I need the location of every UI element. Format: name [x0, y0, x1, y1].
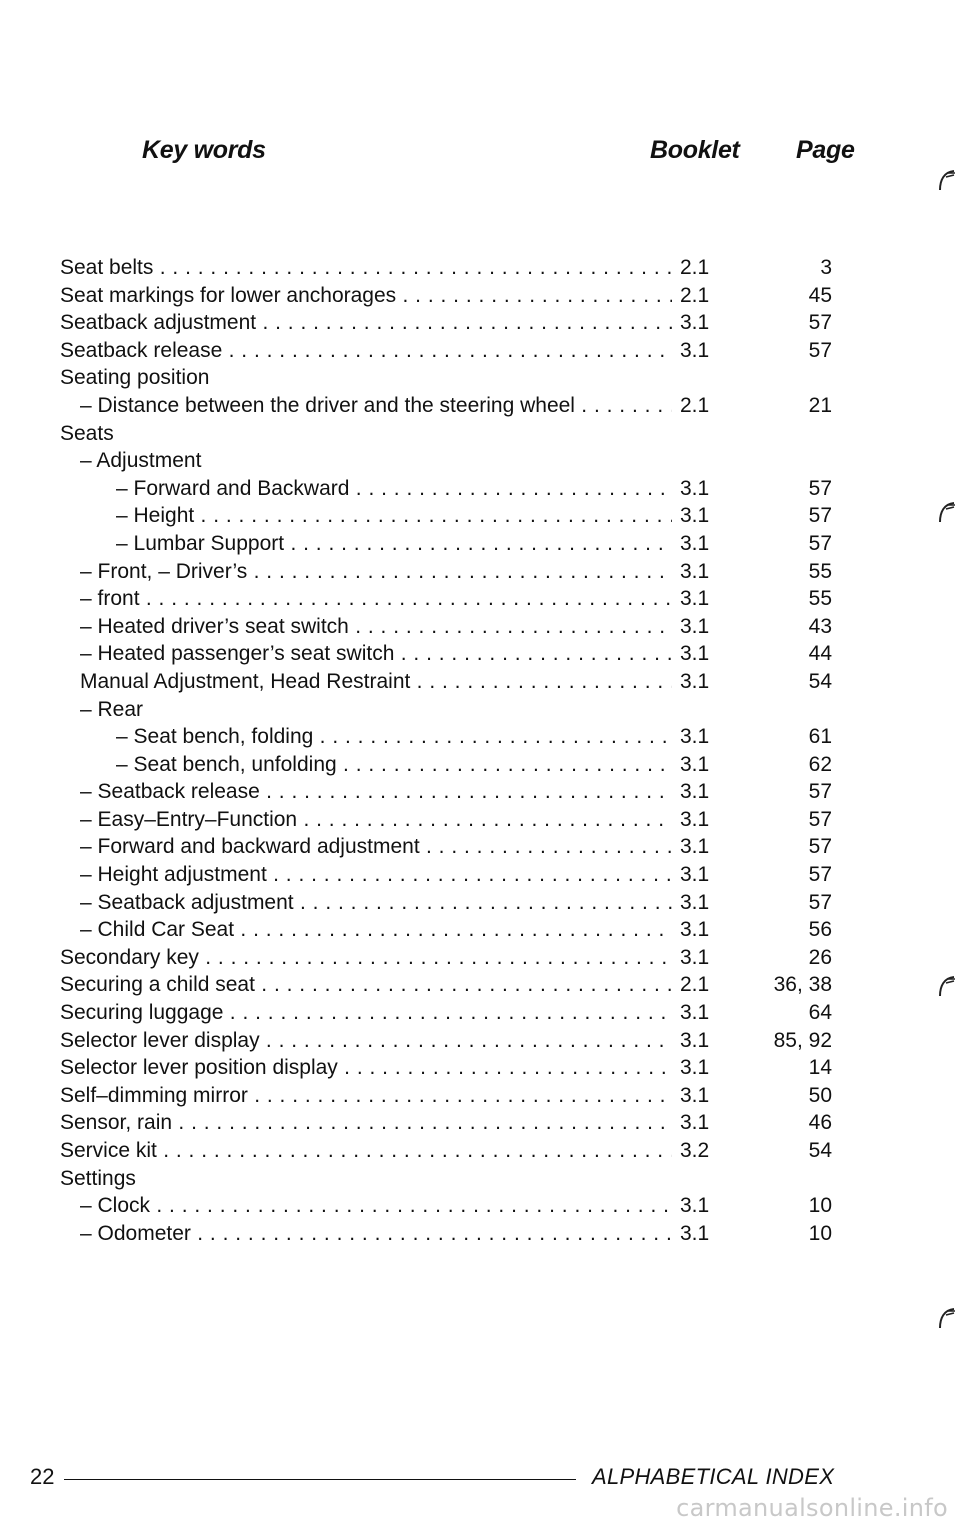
entry-booklet: 3.1	[680, 559, 710, 583]
entry-page: 43	[808, 614, 832, 638]
entry-booklet: 3.1	[680, 863, 710, 887]
entry-booklet: 3.2	[680, 1139, 710, 1162]
entry-label: – Adjustment	[80, 449, 202, 473]
entry-booklet: 3.1	[680, 890, 710, 914]
entry-booklet: 3.1	[680, 918, 710, 942]
footer-rule	[64, 1479, 576, 1480]
margin-mark-icon	[936, 168, 958, 194]
entry-booklet: 3.1	[680, 945, 710, 969]
entry-label: – Odometer . . .	[80, 1220, 672, 1248]
entry-page: 57	[808, 807, 832, 831]
index-entry	[0, 613, 960, 641]
index-entry	[0, 282, 960, 310]
entry-booklet: 3.1	[680, 1194, 710, 1218]
entry-booklet: 3.1	[680, 1083, 710, 1107]
entry-label: Selector lever display . . .	[60, 1027, 672, 1055]
index-entry	[0, 778, 960, 806]
entry-label: – Heated passenger’s seat switch . . .	[80, 640, 672, 668]
entry-label: Self–dimming mirror . . .	[60, 1082, 672, 1110]
index-entry	[0, 502, 960, 530]
entry-label: – Seatback release . . .	[80, 778, 672, 806]
column-header-key-words: Key words	[142, 136, 266, 164]
page-number: 22	[30, 1464, 55, 1489]
entry-page: 57	[808, 311, 832, 335]
entry-label: Seating position	[60, 366, 210, 390]
entry-page: 54	[808, 669, 832, 693]
entry-booklet: 3.1	[680, 614, 710, 638]
entry-page: 56	[808, 918, 832, 942]
page-footer	[0, 1462, 960, 1498]
index-entry	[0, 420, 960, 448]
index-entry	[0, 668, 960, 696]
index-entry	[0, 944, 960, 972]
section-title: ALPHABETICAL INDEX	[592, 1464, 835, 1489]
entry-booklet: 3.1	[680, 1056, 710, 1080]
entry-booklet: 3.1	[680, 669, 710, 693]
entry-booklet: 2.1	[680, 973, 710, 997]
index-entry	[0, 364, 960, 392]
index-entry	[0, 585, 960, 613]
entry-page: 57	[808, 531, 832, 555]
index-entry	[0, 751, 960, 779]
entry-label: Securing a child seat . . .	[60, 971, 672, 999]
entry-page: 57	[808, 780, 832, 804]
entry-booklet: 3.1	[680, 338, 710, 362]
entry-booklet: 3.1	[680, 807, 710, 831]
index-entries	[0, 254, 960, 1247]
entry-label: – Seat bench, folding . . .	[116, 723, 672, 751]
index-entry	[0, 309, 960, 337]
entry-booklet: 3.1	[680, 835, 710, 859]
entry-label: – Seatback adjustment . . .	[80, 889, 672, 917]
entry-page: 45	[808, 283, 832, 307]
entry-label: – Clock . . .	[80, 1192, 672, 1220]
entry-booklet: 3.1	[680, 1111, 710, 1135]
entry-booklet: 3.1	[680, 587, 710, 611]
index-entry	[0, 1192, 960, 1220]
entry-page: 57	[808, 863, 832, 887]
entry-page: 14	[808, 1056, 832, 1080]
index-entry	[0, 1165, 960, 1193]
entry-page: 21	[808, 393, 832, 417]
margin-mark-icon	[936, 500, 958, 526]
entry-page: 57	[808, 476, 832, 500]
entry-booklet: 2.1	[680, 256, 710, 279]
entry-label: Selector lever position display . . .	[60, 1054, 672, 1082]
entry-label: Securing luggage . . .	[60, 999, 672, 1027]
entry-page: 46	[808, 1111, 832, 1135]
index-entry	[0, 475, 960, 503]
index-entry	[0, 1109, 960, 1137]
entry-booklet: 3.1	[680, 1221, 710, 1245]
index-entry	[0, 337, 960, 365]
entry-label: Seatback adjustment . . .	[60, 309, 672, 337]
entry-page: 55	[808, 587, 832, 611]
index-entry	[0, 1054, 960, 1082]
entry-label: – Forward and backward adjustment . . .	[80, 833, 672, 861]
entry-booklet: 3.1	[680, 531, 710, 555]
index-entry	[0, 1082, 960, 1110]
entry-booklet: 3.1	[680, 725, 710, 749]
index-entry	[0, 1220, 960, 1248]
index-entry	[0, 833, 960, 861]
entry-page: 50	[808, 1083, 832, 1107]
entry-page: 85, 92	[773, 1028, 832, 1052]
entry-booklet: 2.1	[680, 283, 710, 307]
entry-label: – Heated driver’s seat switch . . .	[80, 613, 672, 641]
entry-page: 36, 38	[773, 973, 832, 997]
index-entry	[0, 640, 960, 668]
entry-booklet: 3.1	[680, 504, 710, 528]
entry-label: Seats	[60, 421, 114, 445]
index-entry	[0, 696, 960, 724]
entry-label: – Seat bench, unfolding . . .	[116, 751, 672, 779]
entry-label: – Lumbar Support . . .	[116, 530, 672, 558]
index-entry	[0, 971, 960, 999]
entry-page: 57	[808, 835, 832, 859]
entry-page: 57	[808, 504, 832, 528]
entry-label: Service kit . . .	[60, 1137, 672, 1165]
entry-page: 61	[808, 725, 832, 749]
index-entry	[0, 530, 960, 558]
index-entry	[0, 916, 960, 944]
entry-label: Settings	[60, 1166, 136, 1190]
entry-booklet: 3.1	[680, 311, 710, 335]
entry-label: – Distance between the driver and the steering wheel . . .	[80, 392, 672, 420]
entry-label: – front . . .	[80, 585, 672, 613]
entry-page: 55	[808, 559, 832, 583]
index-entry	[0, 999, 960, 1027]
entry-label: – Forward and Backward . . .	[116, 475, 672, 503]
entry-page: 3	[820, 256, 832, 279]
index-entry	[0, 1137, 960, 1165]
entry-label: – Rear	[80, 697, 144, 721]
entry-booklet: 3.1	[680, 780, 710, 804]
entry-label: – Front, – Driver’s . . .	[80, 558, 672, 586]
entry-label: – Height adjustment . . .	[80, 861, 672, 889]
margin-mark-icon	[936, 1306, 958, 1332]
index-entry	[0, 861, 960, 889]
entry-label: Seatback release . . .	[60, 337, 672, 365]
watermark: carmanualsonline.info	[676, 1494, 948, 1522]
entry-label: Seat markings for lower anchorages . . .	[60, 282, 672, 310]
entry-label: Sensor, rain . . .	[60, 1109, 672, 1137]
entry-page: 57	[808, 890, 832, 914]
entry-page: 10	[808, 1194, 832, 1218]
index-entry	[0, 723, 960, 751]
entry-page: 44	[808, 642, 832, 666]
index-entry	[0, 447, 960, 475]
index-entry	[0, 392, 960, 420]
entry-booklet: 3.1	[680, 752, 710, 776]
entry-label: Secondary key . . .	[60, 944, 672, 972]
entry-label: – Height . . .	[116, 502, 672, 530]
entry-page: 64	[808, 1001, 832, 1025]
entry-booklet: 3.1	[680, 642, 710, 666]
index-entry	[0, 1027, 960, 1055]
index-entry	[0, 806, 960, 834]
margin-mark-icon	[936, 974, 958, 1000]
entry-booklet: 3.1	[680, 476, 710, 500]
entry-booklet: 3.1	[680, 1001, 710, 1025]
index-entry	[0, 254, 960, 282]
index-entry	[0, 558, 960, 586]
entry-label: – Easy–Entry–Function . . .	[80, 806, 672, 834]
entry-page: 62	[808, 752, 832, 776]
entry-booklet: 2.1	[680, 393, 710, 417]
entry-page: 26	[808, 945, 832, 969]
entry-label: – Child Car Seat . . .	[80, 916, 672, 944]
entry-page: 10	[808, 1221, 832, 1245]
entry-page: 57	[808, 338, 832, 362]
column-header-booklet: Booklet	[650, 136, 740, 164]
index-entry	[0, 889, 960, 917]
entry-label: Seat belts . . .	[60, 254, 672, 282]
entry-page: 54	[808, 1139, 832, 1162]
entry-label: Manual Adjustment, Head Restraint . . .	[80, 668, 672, 696]
column-header-page: Page	[796, 136, 855, 164]
entry-booklet: 3.1	[680, 1028, 710, 1052]
